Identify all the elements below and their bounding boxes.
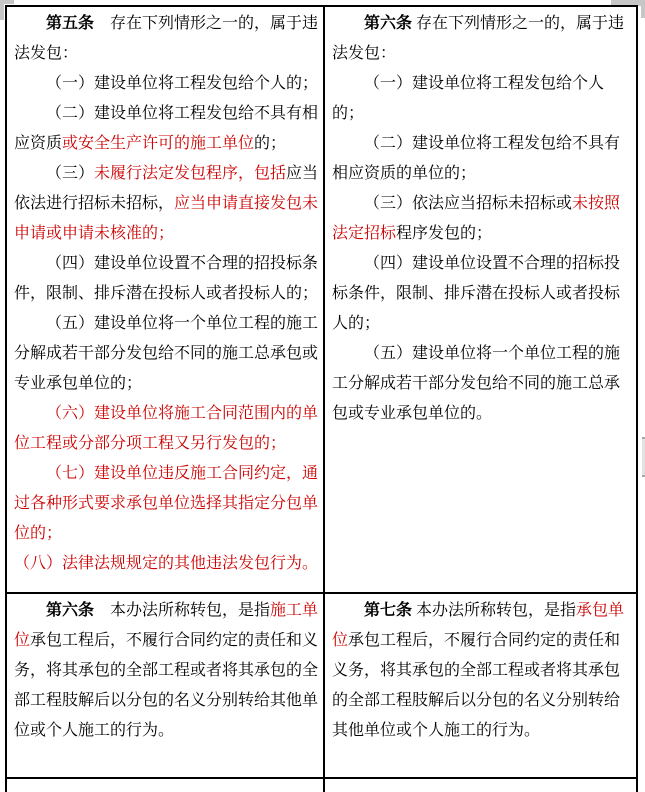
paragraph — [332, 129, 632, 189]
revised-text-segment: 承包单位 — [332, 602, 625, 649]
revised-text-segment: 或安全生产许可的施工单位 — [62, 135, 255, 152]
text-segment: （一）建设单位将工程发包给个人的； — [46, 75, 319, 92]
text-segment: 承包工程后，不履行合同约定的责任和义务，将其承包的全部工程或者将其承包的全部工程肢解后以分包的名义分别转给其他单位或个人施工的行为。 — [14, 632, 319, 739]
page-corner-artifact — [0, 0, 14, 4]
revised-text-segment: 未履行法定发包程序，包括 — [94, 165, 287, 182]
text-segment: 的； — [254, 135, 287, 152]
text-segment: （二）建设单位将工程发包给不具有相应资质 — [14, 105, 319, 152]
text-segment: （三） — [46, 165, 95, 182]
paragraph — [14, 549, 319, 579]
paragraph — [332, 249, 632, 339]
revised-text-segment: 应当申请直接发包未申请或申请未核准的； — [14, 195, 319, 242]
paragraph — [14, 249, 319, 309]
article-7-definition-new-cell — [324, 593, 637, 778]
text-segment: 本办法所称转包，是指 — [94, 602, 271, 619]
page-corner-artifact — [641, 0, 645, 18]
clipped-cell-right — [324, 778, 637, 792]
revised-text-segment: （六）建设单位将施工合同范围内的单位工程或分部分项工程又另行发包的； — [14, 405, 319, 452]
paragraph — [332, 9, 632, 69]
text-segment: （一）建设单位将工程发包给个人的； — [332, 75, 605, 122]
row-illegal-contracting — [6, 6, 637, 593]
text-segment: （四）建设单位设置不合理的招投标条件，限制、排斥潜在投标人或者投标人的； — [14, 255, 319, 302]
text-segment: （五）建设单位将一个单位工程的施工分解成若干部分发包给不同的施工总承包或专业承包单位的； — [14, 315, 319, 392]
text-segment: 本办法所称转包，是指 — [412, 602, 577, 619]
revised-text-segment: 施工单位 — [14, 602, 319, 649]
paragraph — [14, 459, 319, 549]
paragraph — [332, 339, 632, 429]
paragraph — [332, 69, 632, 129]
paragraph — [14, 69, 319, 99]
paragraph — [332, 596, 632, 746]
revised-text-segment: （八）法律法规规定的其他违法发包行为。 — [14, 555, 319, 572]
revised-text-segment: （七）建设单位违反施工合同约定，通过各种形式要求承包单位选择其指定分包单位的； — [14, 465, 319, 542]
article-6-new-version-cell — [324, 6, 637, 593]
text-segment: 应当依法进行招标未招标， — [14, 165, 319, 212]
text-segment: （五）建设单位将一个单位工程的施工分解成若干部分发包给不同的施工总承包或专业承包单位的。 — [332, 345, 621, 422]
paragraph — [14, 596, 319, 746]
row-subcontract-definition — [6, 593, 637, 778]
comparison-table-body — [6, 6, 637, 792]
article-5-old-version-cell — [6, 6, 324, 593]
clipped-cell-left — [6, 778, 324, 792]
paragraph — [14, 399, 319, 459]
text-segment: 第五条 — [46, 15, 95, 32]
paragraph — [14, 99, 319, 159]
text-segment: （二）建设单位将工程发包给不具有相应资质的单位的； — [332, 135, 621, 182]
text-segment: 承包工程后，不履行合同约定的责任和义务，将其承包的全部工程或者将其承包的全部工程肢解后以分包的名义分别转给其他单位或个人施工的行为。 — [332, 632, 621, 739]
legal-text-comparison-table — [5, 5, 638, 792]
text-segment: （四）建设单位设置不合理的招标投标条件，限制、排斥潜在投标人或者投标人的； — [332, 255, 621, 332]
text-segment: 存在下列情形之一的，属于违法发包： — [332, 15, 625, 62]
row-next-clipped — [6, 778, 637, 792]
article-6-definition-old-cell — [6, 593, 324, 778]
paragraph — [14, 159, 319, 249]
text-segment: 存在下列情形之一的，属于违法发包： — [14, 15, 319, 62]
paragraph — [14, 9, 319, 69]
text-segment: 第六条 — [364, 15, 413, 32]
paragraph — [332, 189, 632, 249]
text-segment: 程序发包的； — [396, 225, 493, 242]
text-segment: （三）依法应当招标未招标或 — [364, 195, 573, 212]
revised-text-segment: 未按照法定招标 — [332, 195, 621, 242]
text-segment: 第六条 — [46, 602, 95, 619]
text-segment: 第七条 — [364, 602, 413, 619]
paragraph — [14, 309, 319, 399]
